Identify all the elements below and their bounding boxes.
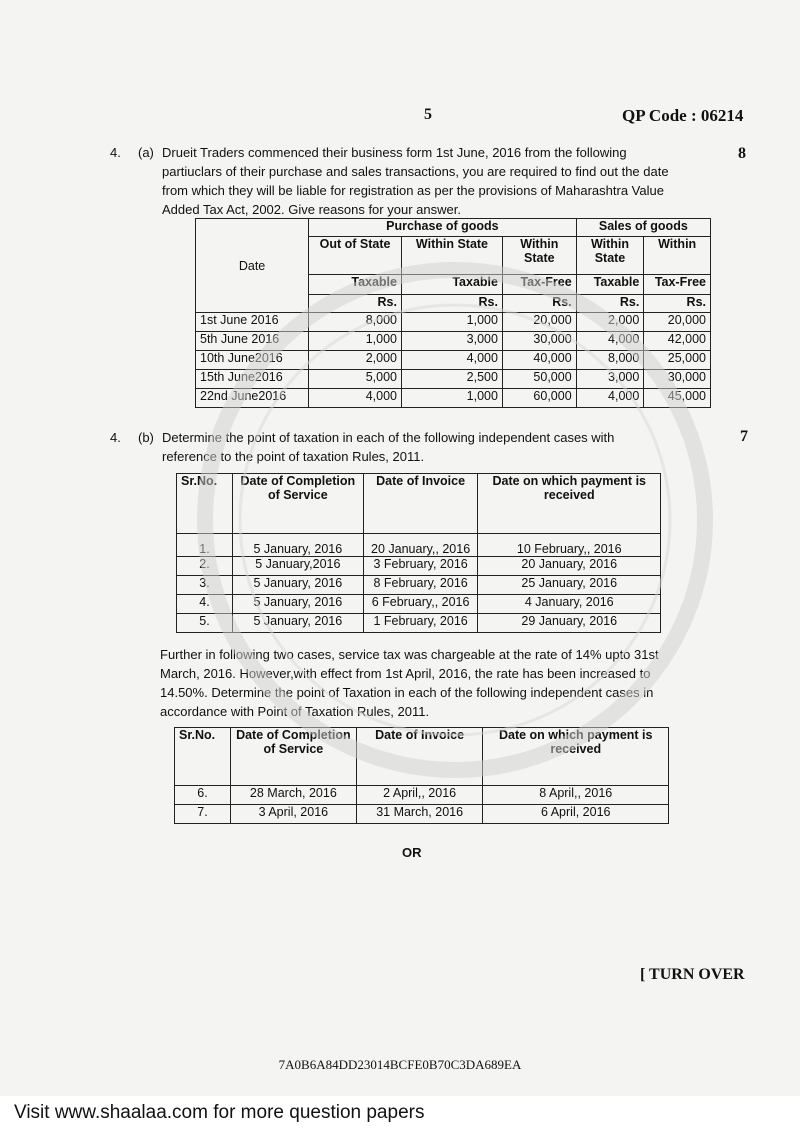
- taxation-rows-2: [175, 786, 669, 824]
- further-text: [160, 645, 700, 721]
- date-cell: 1st June 2016: [196, 313, 309, 332]
- table-row: [196, 332, 711, 351]
- amount-cell: 4,000: [576, 389, 644, 408]
- sub-header: Within State: [502, 237, 576, 275]
- table-row: [196, 370, 711, 389]
- invoice-date-cell: 6 February,, 2016: [363, 595, 478, 614]
- unit-label: Rs.: [576, 295, 644, 313]
- completion-date-cell: 5 January, 2016: [232, 614, 363, 633]
- sr-no-cell: 6.: [175, 786, 231, 805]
- taxation-table-1: [176, 473, 661, 633]
- sr-no-cell: 3.: [177, 576, 233, 595]
- header-invoice: Date of Invoice: [363, 474, 478, 534]
- invoice-date-cell: 31 March, 2016: [356, 805, 483, 824]
- date-cell: 15th June2016: [196, 370, 309, 389]
- turn-over: [ TURN OVER: [640, 966, 745, 983]
- header-completion: Date of Completion of Service: [232, 474, 363, 534]
- completion-date-cell: 28 March, 2016: [230, 786, 356, 805]
- amount-cell: 3,000: [401, 332, 502, 351]
- amount-cell: 30,000: [644, 370, 711, 389]
- invoice-date-cell: 20 January,, 2016: [363, 534, 478, 557]
- taxation-table-2: [174, 727, 669, 824]
- q4b-text: [162, 428, 702, 466]
- header-sr-no: Sr.No.: [175, 728, 231, 786]
- amount-cell: 8,000: [309, 313, 402, 332]
- date-cell: 22nd June2016: [196, 389, 309, 408]
- table-row: [196, 389, 711, 408]
- sub-header: Out of State: [309, 237, 402, 275]
- type-header: Taxable: [576, 275, 644, 295]
- date-cell: 10th June2016: [196, 351, 309, 370]
- unit-label: Rs.: [401, 295, 502, 313]
- header-sr-no: Sr.No.: [177, 474, 233, 534]
- page-number: 5: [424, 106, 432, 123]
- invoice-date-cell: 8 February, 2016: [363, 576, 478, 595]
- completion-date-cell: 5 January, 2016: [232, 576, 363, 595]
- sub-header: Within State: [401, 237, 502, 275]
- amount-cell: 2,000: [576, 313, 644, 332]
- type-header: Tax-Free: [644, 275, 711, 295]
- purchase-sales-rows: [196, 313, 711, 408]
- date-cell: 5th June 2016: [196, 332, 309, 351]
- table-row: [175, 805, 669, 824]
- date-header-cell: [196, 219, 309, 313]
- completion-date-cell: 3 April, 2016: [230, 805, 356, 824]
- further-line-3: 14.50%. Determine the point of Taxation in each of the following independent cases in: [160, 685, 654, 700]
- amount-cell: 25,000: [644, 351, 711, 370]
- amount-cell: 1,000: [401, 389, 502, 408]
- sr-no-cell: 2.: [177, 557, 233, 576]
- purchase-sales-table: [195, 218, 711, 408]
- q4b-marks: 7: [740, 428, 748, 445]
- q4a-line-3: from which they will be liable for registration as per the provisions of Maharashtra Value: [162, 183, 664, 198]
- payment-date-cell: 25 January, 2016: [478, 576, 661, 595]
- taxation-rows-1: [177, 534, 661, 633]
- paper-code: 7A0B6A84DD23014BCFE0B70C3DA689EA: [278, 1057, 522, 1072]
- amount-cell: 4,000: [576, 332, 644, 351]
- amount-cell: 50,000: [502, 370, 576, 389]
- amount-cell: 1,000: [401, 313, 502, 332]
- q4a-line-4: Added Tax Act, 2002. Give reasons for your answer.: [162, 202, 461, 217]
- amount-cell: 42,000: [644, 332, 711, 351]
- sr-no-cell: 1.: [177, 534, 233, 557]
- q4b-line-2: reference to the point of taxation Rules, 2011.: [162, 449, 425, 464]
- amount-cell: 5,000: [309, 370, 402, 389]
- sub-header: Within State: [576, 237, 644, 275]
- type-header: Tax-Free: [502, 275, 576, 295]
- q4a-line-2: partiuclars of their purchase and sales transactions, you are required to find out the date: [162, 164, 669, 179]
- completion-date-cell: 5 January, 2016: [232, 534, 363, 557]
- or-separator: OR: [402, 845, 422, 860]
- header-invoice: Date of Invoice: [356, 728, 483, 786]
- table-row: [177, 614, 661, 633]
- header-completion: Date of Completion of Service: [230, 728, 356, 786]
- invoice-date-cell: 1 February, 2016: [363, 614, 478, 633]
- q4a-line-1: Drueit Traders commenced their business form 1st June, 2016 from the following: [162, 145, 627, 160]
- payment-date-cell: 6 April, 2016: [483, 805, 669, 824]
- amount-cell: 3,000: [576, 370, 644, 389]
- q4b-part: (b): [138, 430, 154, 445]
- date-header: Date: [238, 258, 266, 273]
- amount-cell: 20,000: [502, 313, 576, 332]
- q4a-number: 4.: [110, 145, 121, 160]
- sr-no-cell: 5.: [177, 614, 233, 633]
- q4b-line-1: Determine the point of taxation in each of the following independent cases with: [162, 430, 615, 445]
- header-payment: Date on which payment is received: [483, 728, 669, 786]
- further-line-2: March, 2016. However,with effect from 1st April, 2016, the rate has been increased to: [160, 666, 651, 681]
- table-row: [177, 557, 661, 576]
- sales-group-header: Sales of goods: [576, 219, 710, 237]
- q4a-part: (a): [138, 145, 154, 160]
- completion-date-cell: 5 January,2016: [232, 557, 363, 576]
- q4a-marks: 8: [738, 145, 746, 162]
- header-payment: Date on which payment is received: [478, 474, 661, 534]
- type-header: Taxable: [309, 275, 402, 295]
- footer-bar: [0, 1096, 800, 1132]
- invoice-date-cell: 3 February, 2016: [363, 557, 478, 576]
- payment-date-cell: 10 February,, 2016: [478, 534, 661, 557]
- amount-cell: 1,000: [309, 332, 402, 351]
- invoice-date-cell: 2 April,, 2016: [356, 786, 483, 805]
- amount-cell: 2,500: [401, 370, 502, 389]
- type-header: Taxable: [401, 275, 502, 295]
- table-row: [177, 595, 661, 614]
- completion-date-cell: 5 January, 2016: [232, 595, 363, 614]
- amount-cell: 30,000: [502, 332, 576, 351]
- amount-cell: 4,000: [401, 351, 502, 370]
- sub-header: Within: [644, 237, 711, 275]
- further-line-1: Further in following two cases, service tax was chargeable at the rate of 14% upto 31st: [160, 647, 659, 662]
- payment-date-cell: 8 April,, 2016: [483, 786, 669, 805]
- amount-cell: 8,000: [576, 351, 644, 370]
- q4a-text: [162, 143, 722, 219]
- amount-cell: 4,000: [309, 389, 402, 408]
- table-row: [196, 351, 711, 370]
- amount-cell: 60,000: [502, 389, 576, 408]
- table-row: [196, 313, 711, 332]
- table-row: [177, 576, 661, 595]
- qp-code: QP Code : 06214: [622, 106, 744, 125]
- unit-label: Rs.: [309, 295, 402, 313]
- sr-no-cell: 7.: [175, 805, 231, 824]
- table-row: [177, 534, 661, 557]
- payment-date-cell: 29 January, 2016: [478, 614, 661, 633]
- amount-cell: 20,000: [644, 313, 711, 332]
- payment-date-cell: 4 January, 2016: [478, 595, 661, 614]
- footer-text: Visit www.shaalaa.com for more question papers: [14, 1102, 425, 1123]
- unit-label: Rs.: [644, 295, 711, 313]
- amount-cell: 45,000: [644, 389, 711, 408]
- further-line-4: accordance with Point of Taxation Rules, 2011.: [160, 704, 430, 719]
- amount-cell: 40,000: [502, 351, 576, 370]
- amount-cell: 2,000: [309, 351, 402, 370]
- table-row: [175, 786, 669, 805]
- unit-label: Rs.: [502, 295, 576, 313]
- q4b-number: 4.: [110, 430, 121, 445]
- sr-no-cell: 4.: [177, 595, 233, 614]
- payment-date-cell: 20 January, 2016: [478, 557, 661, 576]
- purchase-group-header: Purchase of goods: [309, 219, 577, 237]
